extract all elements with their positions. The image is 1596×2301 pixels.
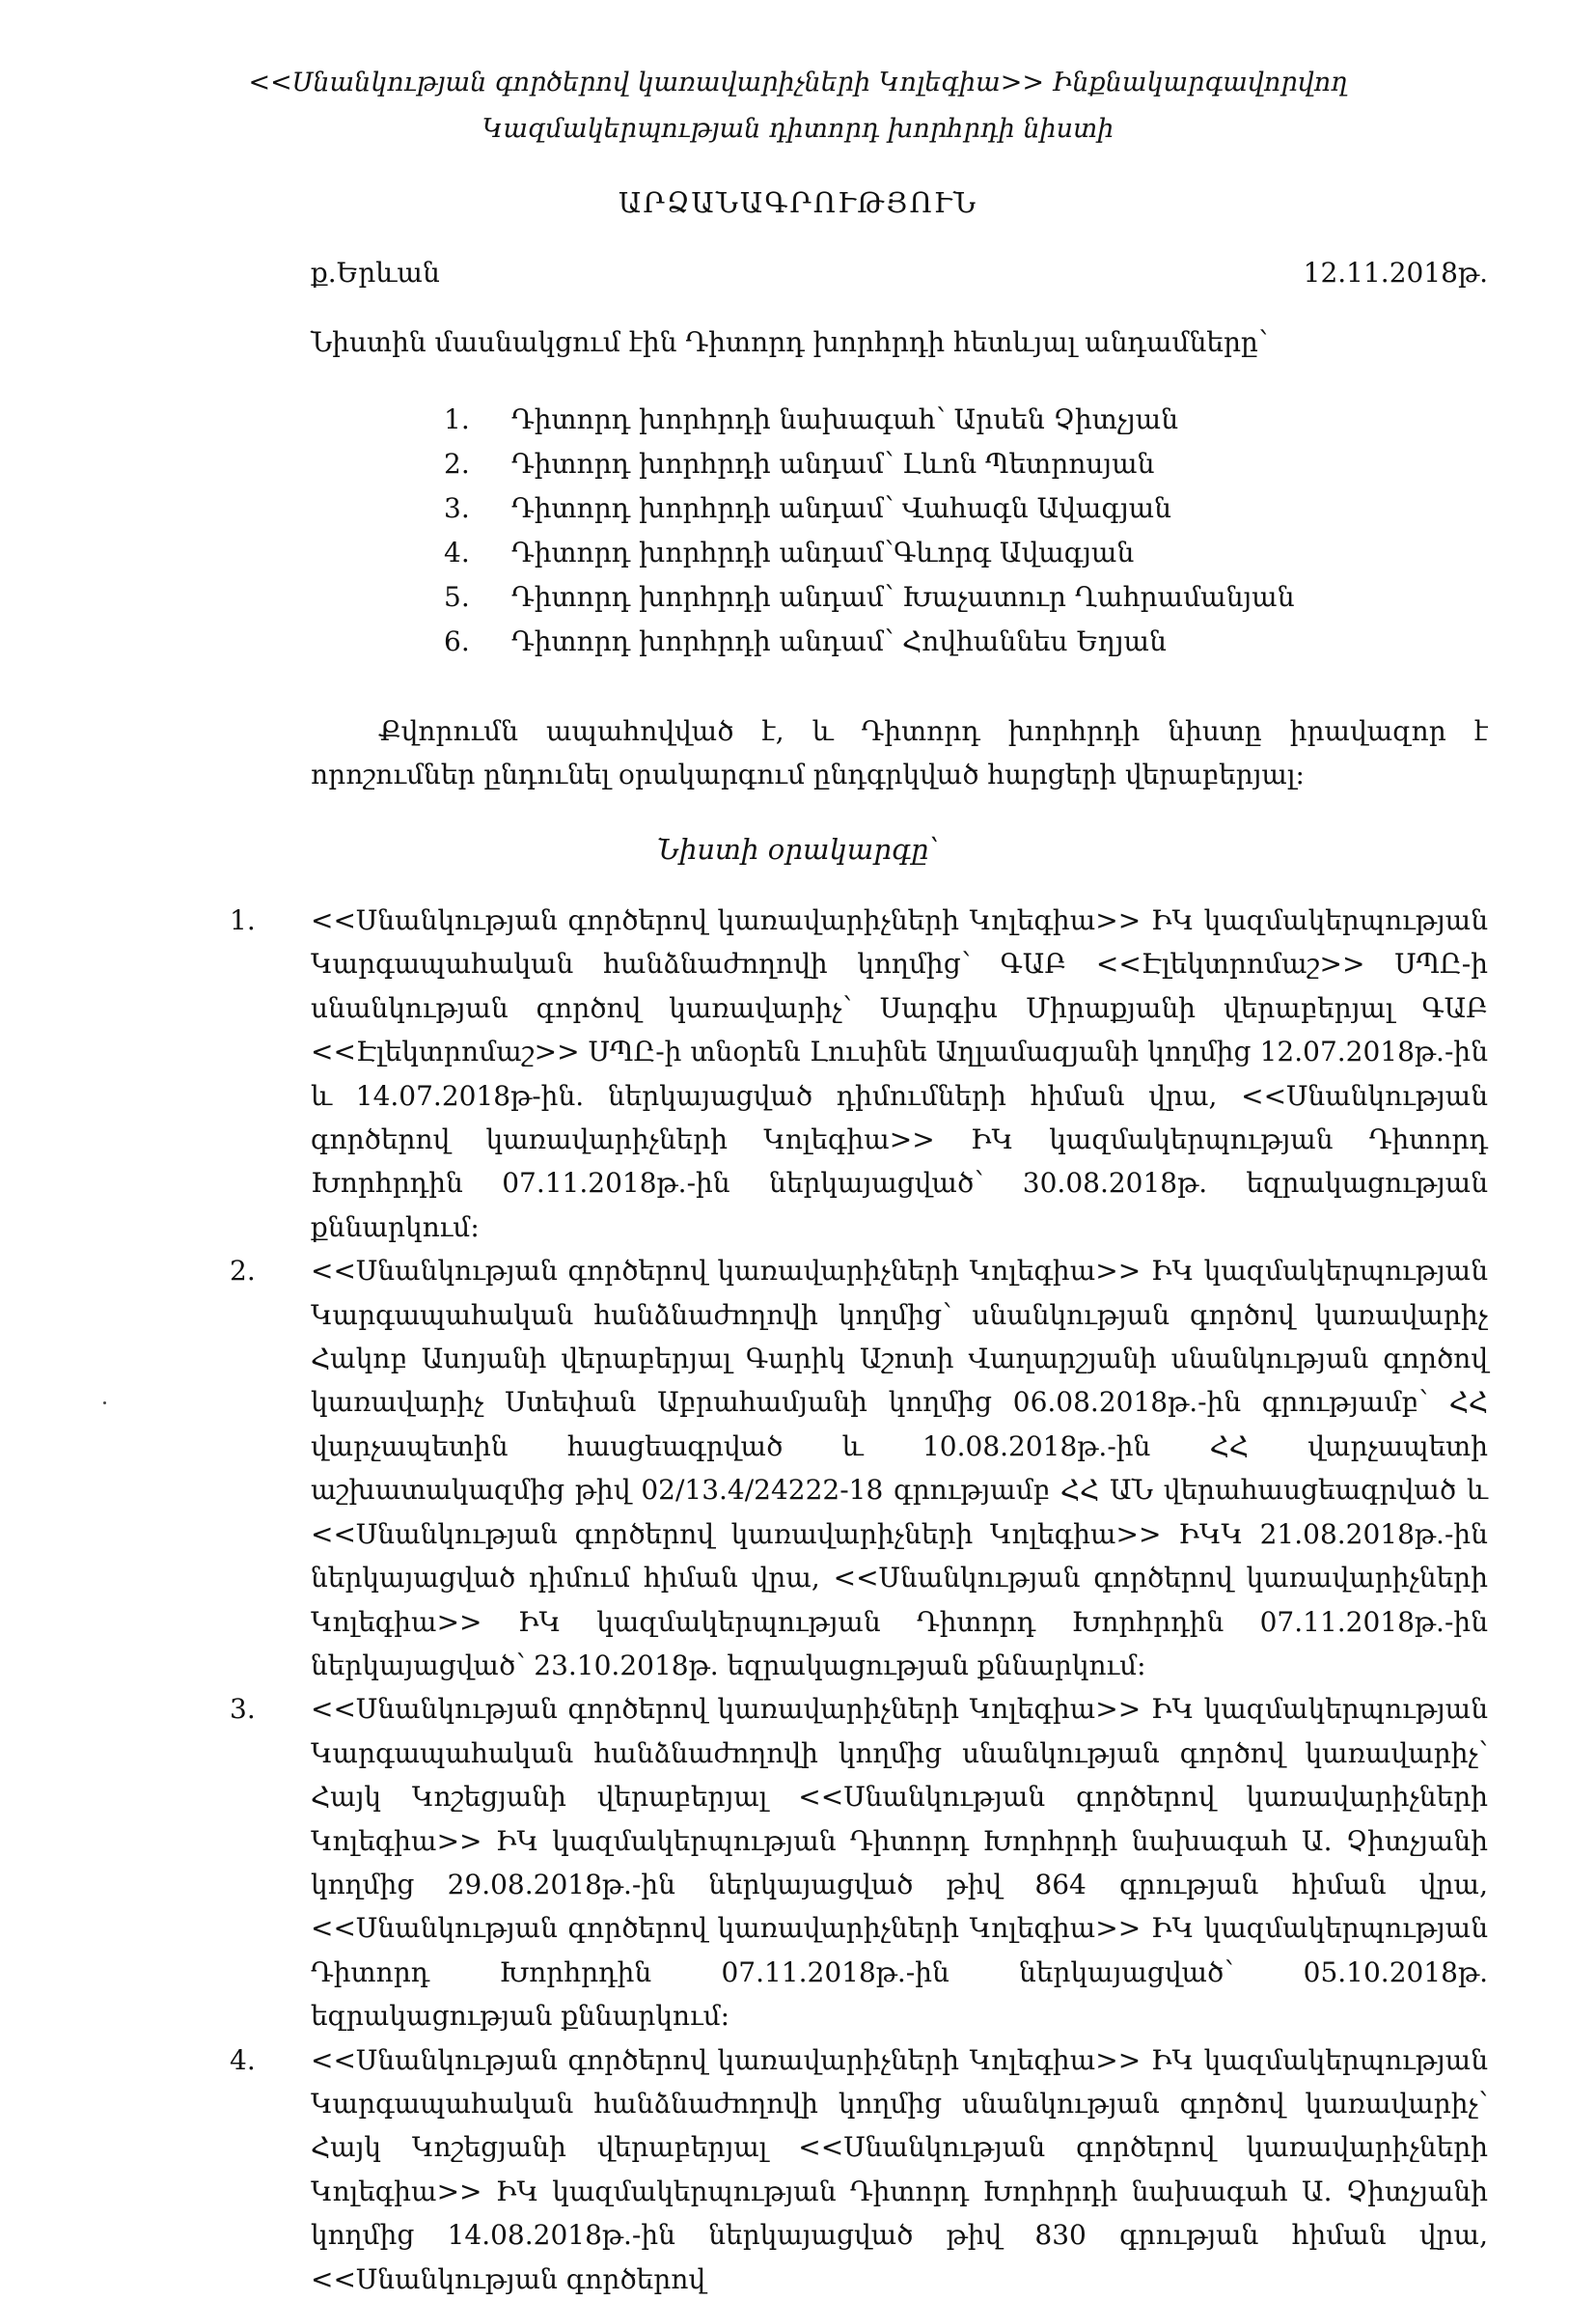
member-item (444, 531, 1295, 575)
member-item (444, 442, 1295, 486)
member-number: 1. (444, 403, 470, 435)
member-number: 3. (444, 492, 470, 524)
agenda-heading: Նիստի օրակարգը՝ (656, 833, 940, 866)
document-date: 12.11.2018թ. (1303, 257, 1488, 289)
member-text: Դիտորդ խորհրդի նախագահ՝ Արսեն Չիտչյան (511, 403, 1179, 435)
agenda-item (230, 1249, 1488, 1687)
agenda-text: <<Սնանկության գործերով կառավարիչների Կոլեգիա>> ԻԿ կազմակերպության Կարգապահական հանձնաժողովի կողմից սնանկության գործով կառավարիչ՝ Հայկ Կոշեցյանի վերաբերյալ <<Սնանկության գործերով կառավարիչների Կոլեգիա>> ԻԿ կազմակերպության Դիտորդ Խորհրդի նախագահ Ա. Չիտչյանի կողմից 29.08.2018թ.-ին ներկայացված թիվ 864 գրության հիման վրա, <<Սնանկության գործերով կառավարիչների Կոլեգիա>> ԻԿ կազմակերպության Դիտորդ Խորհրդին 07.11.2018թ.-ին ներկայացված՝ 05.10.2018թ. եզրակացության քննարկում: (311, 1693, 1488, 2033)
document-city: ք.Երևան (311, 257, 440, 289)
agenda-item (230, 2038, 1488, 2301)
agenda-text: <<Սնանկության գործերով կառավարիչների Կոլեգիա>> ԻԿ կազմակերպության Կարգապահական հանձնաժողովի կողմից՝ սնանկության գործով կառավարիչ Հակոբ Ասոյանի վերաբերյալ Գարիկ Աշոտի Վաղարշյանի սնանկության գործով կառավարիչ Ստեփան Աբրահամյանի կողմից 06.08.2018թ.-ին գրությամբ՝ ՀՀ վարչապետին հասցեագրված և 10.08.2018թ.-ին ՀՀ վարչապետի աշխատակազմից թիվ 02/13.4/24222-18 գրությամբ ՀՀ ԱՆ վերահասցեագրված և <<Սնանկության գործերով կառավարիչների Կոլեգիա>> ԻԿԿ 21.08.2018թ.-ին ներկայացված դիմում հիման վրա, <<Սնանկության գործերով կառավարիչների Կոլեգիա>> ԻԿ կազմակերպության Դիտորդ Խորհրդին 07.11.2018թ.-ին ներկայացված՝ 23.10.2018թ. եզրակացության քննարկում: (311, 1255, 1488, 1681)
agenda-text: <<Սնանկության գործերով կառավարիչների Կոլեգիա>> ԻԿ կազմակերպության Կարգապահական հանձնաժողովի կողմից սնանկության գործով կառավարիչ՝ Հայկ Կոշեցյանի վերաբերյալ <<Սնանկության գործերով կառավարիչների Կոլեգիա>> ԻԿ կազմակերպության Դիտորդ Խորհրդի նախագահ Ա. Չիտչյանի կողմից 14.08.2018թ.-ին ներկայացված թիվ 830 գրության հիման վրա, <<Սնանկության գործերով (311, 2043, 1488, 2295)
member-item (444, 398, 1295, 442)
member-text: Դիտորդ խորհրդի անդամ՝ Վահագն Ավագյան (511, 492, 1171, 524)
member-number: 5. (444, 581, 470, 613)
header-line-2: Կազմակերպության դիտորդ խորհրդի նիստի (482, 114, 1114, 144)
member-number: 2. (444, 448, 470, 480)
agenda-text: <<Սնանկության գործերով կառավարիչների Կոլեգիա>> ԻԿ կազմակերպության Կարգապահական հանձնաժողովի կողմից՝ ԳԱԲ <<Էլեկտրոմաշ>> ՍՊԸ-ի սնանկության գործով կառավարիչ՝ Սարգիս Միրաքյանի վերաբերյալ ԳԱԲ <<Էլեկտրոմաշ>> ՍՊԸ-ի տնօրեն Լուսինե Աղլամազյանի կողմից 12.07.2018թ.-ին և 14.07.2018թ-ին. ներկայացված դիմումների հիման վրա, <<Սնանկության գործերով կառավարիչների Կոլեգիա>> ԻԿ կազմակերպության Դիտորդ Խորհրդին 07.11.2018թ.-ին ներկայացված՝ 30.08.2018թ. եզրակացության քննարկում: (311, 904, 1488, 1243)
agenda-number: 3. (230, 1693, 256, 1726)
agenda-item (230, 1687, 1488, 2038)
agenda-item (230, 899, 1488, 1249)
document-title: ԱՐՁԱՆԱԳՐՈՒԹՅՈՒՆ (618, 186, 978, 219)
agenda-number: 1. (230, 904, 256, 936)
member-text: Դիտորդ խորհրդի անդամ՝ Խաչատուր Ղահրամանյան (511, 581, 1295, 613)
member-item (444, 486, 1295, 531)
member-number: 4. (444, 537, 470, 568)
scan-speck (103, 1401, 106, 1404)
agenda-number: 4. (230, 2043, 256, 2076)
member-number: 6. (444, 625, 470, 657)
member-text: Դիտորդ խորհրդի անդամ՝ Լևոն Պետրոսյան (511, 448, 1155, 480)
agenda-list (230, 899, 1488, 2301)
member-text: Դիտորդ խորհրդի անդամ՝ Հովհաննես Եղյան (511, 625, 1167, 657)
member-item (444, 620, 1295, 664)
members-list (444, 398, 1295, 664)
quorum-paragraph: Քվորումն ապահովված է, և Դիտորդ խորհրդի նիստը իրավազոր է որոշումներ ընդունել օրակարգում ընդգրկված հարցերի վերաբերյալ: (311, 715, 1488, 790)
member-text: Դիտորդ խորհրդի անդամ՝Գևորգ Ավագյան (511, 537, 1135, 568)
member-item (444, 575, 1295, 620)
attendees-intro: Նիստին մասնակցում էին Դիտորդ խորհրդի հետևյալ անդամները՝ (311, 326, 1269, 358)
agenda-number: 2. (230, 1255, 256, 1288)
header-line-1: <<Սնանկության գործերով կառավարիչների Կոլեգիա>> Ինքնակարգավորվող (248, 68, 1348, 97)
